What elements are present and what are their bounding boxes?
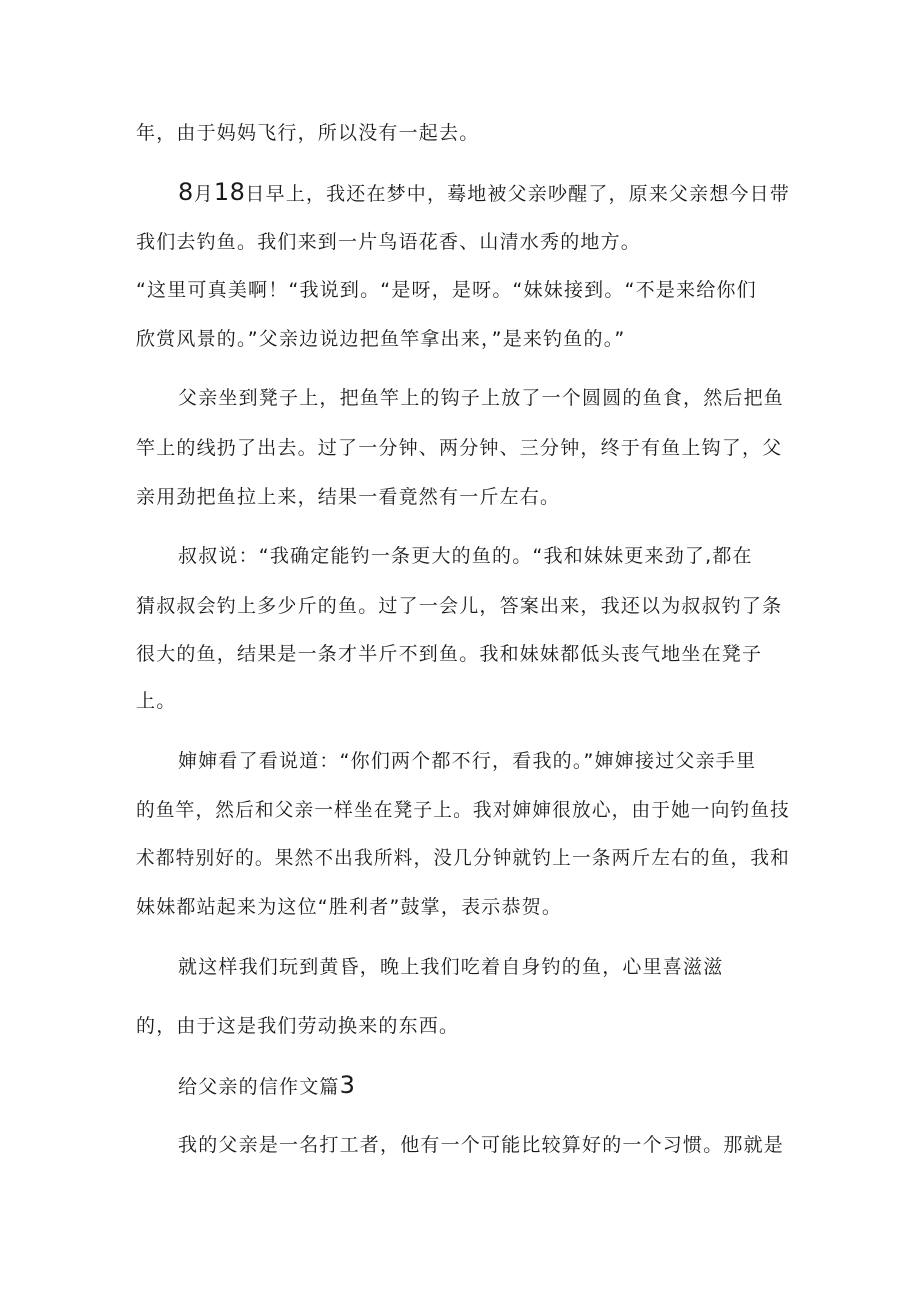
text-line-7: 竿上的线扔了出去。过了一分钟、两分钟、三分钟，终于有鱼上钩了，父 [136,437,783,459]
date-day-number: 18 [213,178,246,206]
text-line-18: 的，由于这是我们劳动换来的东西。 [136,1015,460,1037]
text-line-3: 我们去钓鱼。我们来到一片鸟语花香、山清水秀的地方。 [136,231,642,253]
text-line-12: 上。 [136,690,177,712]
text-line-2 [178,180,790,206]
text-line-19: 我的父亲是一名打工者，他有一个可能比较算好的一个习惯。那就是 [178,1134,785,1156]
date-month-char: 月 [193,183,214,205]
text-line-1: 年，由于妈妈飞行，所以没有一起去。 [136,122,480,144]
text-line-16: 妹妹都站起来为这位“胜利者”鼓掌，表示恭贺。 [136,896,563,918]
date-month-number: 8 [178,178,194,206]
text-line-14: 的鱼竿，然后和父亲一样坐在凳子上。我对婶婶很放心，由于她一向钓鱼技 [136,799,791,821]
text-line-17: 就这样我们玩到黄昏，晚上我们吃着自身钓的鱼，心里喜滋滋 [178,956,724,978]
section-heading-text: 给父亲的信作文篇 [178,1076,340,1098]
text-line-11: 很大的鱼，结果是一条才半斤不到鱼。我和妹妹都低头丧气地坐在凳子 [136,643,763,665]
section-heading [178,1073,355,1099]
text-line-6: 父亲坐到凳子上，把鱼竿上的钩子上放了一个圆圆的鱼食，然后把鱼 [178,387,785,409]
text-line-9: 叔叔说：“我确定能钓一条更大的鱼的。“我和妹妹更来劲了,都在 [178,545,753,567]
text-line-5: 欣赏风景的。”父亲边说边把鱼竿拿出来，”是来钓鱼的。” [136,328,626,350]
text-line-10: 猜叔叔会钓上多少斤的鱼。过了一会儿，答案出来，我还以为叔叔钓了条 [136,595,783,617]
text-line-8: 亲用劲把鱼拉上来，结果一看竟然有一斤左右。 [136,486,561,508]
text-line-4: “这里可真美啊！“我说到。“是呀，是呀。“妹妹接到。“不是来给你们 [136,279,757,301]
text-line-15: 术都特别好的。果然不出我所料，没几分钟就钓上一条两斤左右的鱼，我和 [136,847,791,869]
section-heading-number: 3 [339,1071,356,1099]
text-line-13: 婶婶看了看说道：“你们两个都不行，看我的。”婶婶接过父亲手里 [178,750,757,772]
text-line-2-rest: 日早上，我还在梦中，蓦地被父亲吵醒了，原来父亲想今日带 [245,183,791,205]
